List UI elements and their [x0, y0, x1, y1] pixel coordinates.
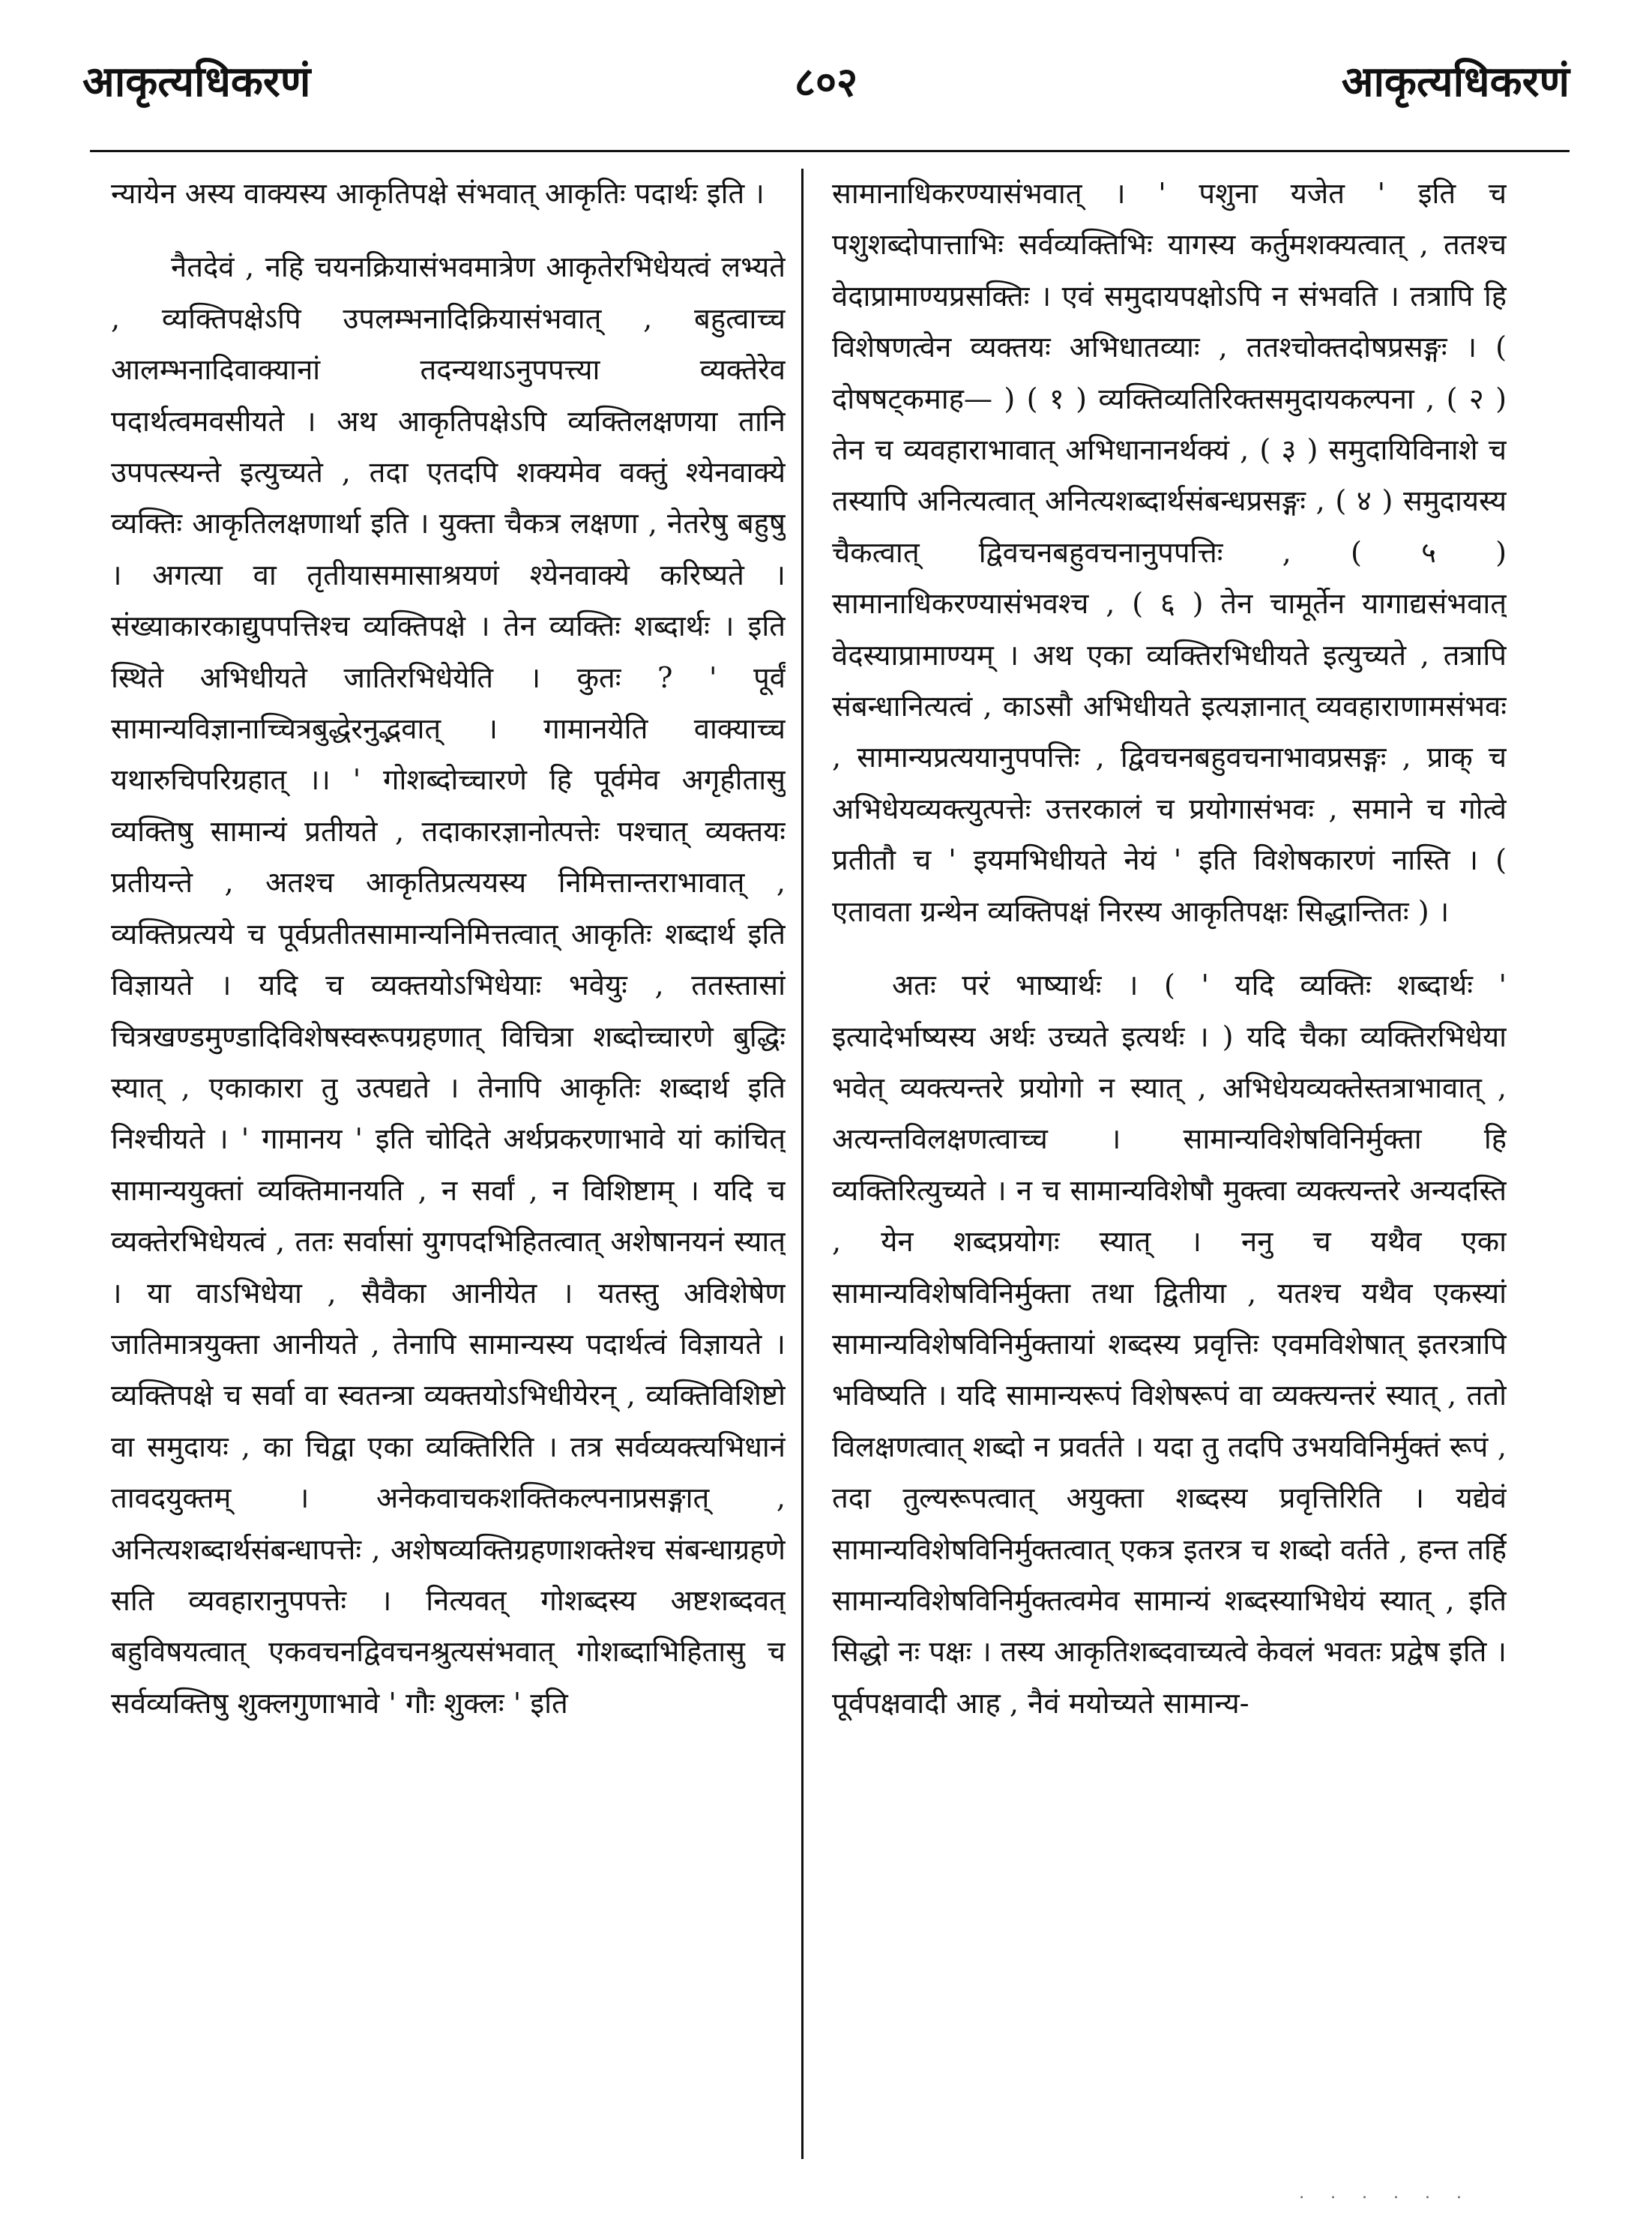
right-column	[832, 169, 1507, 2215]
running-header	[82, 52, 1570, 127]
print-specks: . . . . . .	[1299, 2184, 1472, 2203]
header-right-title: आकृत्यधिकरणं	[1341, 58, 1570, 106]
right-paragraph-1: सामानाधिकरण्यासंभवात् । ' पशुना यजेत ' इति च पशुशब्दोपात्ताभिः सर्वव्यक्तिभिः यागस्य कर्तुमशक्यत्वात् , ततश्च वेदाप्रामाण्यप्रसक्तिः । एवं समुदायपक्षोऽपि न संभवति । तत्रापि हि विशेषणत्वेन व्यक्तयः अभिधातव्याः , ततश्चोक्तदोषप्रसङ्गः । ( दोषषट्कमाह— ) ( १ ) व्यक्तिव्यतिरिक्तसमुदायकल्पना , ( २ ) तेन च व्यवहाराभावात् अभिधानानर्थक्यं , ( ३ ) समुदायिविनाशे च तस्यापि अनित्यत्वात् अनित्यशब्दार्थसंबन्धप्रसङ्गः , ( ४ ) समुदायस्य चैकत्वात् द्विवचनबहुवचनानुपपत्तिः , ( ५ ) सामानाधिकरण्यासंभवश्च , ( ६ ) तेन चामूर्तेन यागाद्यसंभवात् वेदस्याप्रामाण्यम् । अथ एका व्यक्तिरभिधीयते इत्युच्यते , तत्रापि संबन्धानित्यत्वं , काऽसौ अभिधीयते इत्यज्ञानात् व्यवहाराणामसंभवः , सामान्यप्रत्ययानुपपत्तिः , द्विवचनबहुवचनाभावप्रसङ्गः , प्राक् च अभिधेयव्यक्त्युत्पत्तेः उत्तरकालं च प्रयोगासंभवः , समाने च गोत्वे प्रतीतौ च ' इयमभिधीयते नेयं ' इति विशेषकारणं नास्ति । ( एतावता ग्रन्थेन व्यक्तिपक्षं निरस्य आकृतिपक्षः सिद्धान्तितः ) ।	[832, 178, 1507, 929]
page-number: ८०२	[794, 58, 858, 106]
column-divider	[801, 169, 804, 2159]
left-paragraph-1: न्यायेन अस्य वाक्यस्य आकृतिपक्षे संभवात् आकृतिः पदार्थः इति ।	[111, 178, 765, 211]
header-rule	[90, 150, 1570, 152]
left-paragraph-2: नैतदेवं , नहि चयनक्रियासंभवमात्रेण आकृतेरभिधेयत्वं लभ्यते , व्यक्तिपक्षेऽपि उपलम्भनादिक्रियासंभवात् , बहुत्वाच्च आलम्भनादिवाक्यानां तदन्यथाऽनुपपत्त्या व्यक्तेरेव पदार्थत्वमवसीयते । अथ आकृतिपक्षेऽपि व्यक्तिलक्षणया तानि उपपत्स्यन्ते इत्युच्यते , तदा एतदपि शक्यमेव वक्तुं श्येनवाक्ये व्यक्तिः आकृतिलक्षणार्था इति । युक्ता चैकत्र लक्षणा , नेतरेषु बहुषु । अगत्या वा तृतीयासमासाश्रयणं श्येनवाक्ये करिष्यते । संख्याकारकाद्युपपत्तिश्च व्यक्तिपक्षे । तेन व्यक्तिः शब्दार्थः । इति स्थिते अभिधीयते जातिरभिधेयेति । कुतः ? ' पूर्वं सामान्यविज्ञानाच्चित्रबुद्धेरनुद्भवात् । गामानयेति वाक्याच्च यथारुचिपरिग्रहात् ।। ' गोशब्दोच्चारणे हि पूर्वमेव अगृहीतासु व्यक्तिषु सामान्यं प्रतीयते , तदाकारज्ञानोत्पत्तेः पश्चात् व्यक्तयः प्रतीयन्ते , अतश्च आकृतिप्रत्ययस्य निमित्तान्तराभावात् , व्यक्तिप्रत्यये च पूर्वप्रतीतसामान्यनिमित्तत्वात् आकृतिः शब्दार्थ इति विज्ञायते । यदि च व्यक्तयोऽभिधेयाः भवेयुः , ततस्तासां चित्रखण्डमुण्डादिविशेषस्वरूपग्रहणात् विचित्रा शब्दोच्चारणे बुद्धिः स्यात् , एकाकारा तु उत्पद्यते । तेनापि आकृतिः शब्दार्थ इति निश्चीयते । ' गामानय ' इति चोदिते अर्थप्रकरणाभावे यां कांचित् सामान्ययुक्तां व्यक्तिमानयति , न सर्वां , न विशिष्टाम् । यदि च व्यक्तेरभिधेयत्वं , ततः सर्वासां युगपदभिहितत्वात् अशेषानयनं स्यात् । या वाऽभिधेया , सैवैका आनीयेत । यतस्तु अविशेषेण जातिमात्रयुक्ता आनीयते , तेनापि सामान्यस्य पदार्थत्वं विज्ञायते । व्यक्तिपक्षे च सर्वा वा स्वतन्त्रा व्यक्तयोऽभिधीयेरन् , व्यक्तिविशिष्टो वा समुदायः , का चिद्वा एका व्यक्तिरिति । तत्र सर्वव्यक्त्यभिधानं तावदयुक्तम् । अनेकवाचकशक्तिकल्पनाप्रसङ्गात् , अनित्यशब्दार्थसंबन्धापत्तेः , अशेषव्यक्तिग्रहणाशक्तेश्च संबन्धाग्रहणे सति व्यवहारानुपपत्तेः । नित्यवत् गोशब्दस्य अष्टशब्दवत् बहुविषयत्वात् एकवचनद्विवचनश्रुत्यसंभवात् गोशब्दाभिहितासु च सर्वव्यक्तिषु शुक्लगुणाभावे ' गौः शुक्लः ' इति	[111, 251, 786, 1720]
right-paragraph-2: अतः परं भाष्यार्थः । ( ' यदि व्यक्तिः शब्दार्थः ' इत्यादेर्भाष्यस्य अर्थः उच्यते इत्यर्थः । ) यदि चैका व्यक्तिरभिधेया भवेत् व्यक्त्यन्तरे प्रयोगो न स्यात् , अभिधेयव्यक्तेस्तत्राभावात् , अत्यन्तविलक्षणत्वाच्च । सामान्यविशेषविनिर्मुक्ता हि व्यक्तिरित्युच्यते । न च सामान्यविशेषौ मुक्त्वा व्यक्त्यन्तरे अन्यदस्ति , येन शब्दप्रयोगः स्यात् । ननु च यथैव एका सामान्यविशेषविनिर्मुक्ता तथा द्वितीया , यतश्च यथैव एकस्यां सामान्यविशेषविनिर्मुक्तायां शब्दस्य प्रवृत्तिः एवमविशेषात् इतरत्रापि भविष्यति । यदि सामान्यरूपं विशेषरूपं वा व्यक्त्यन्तरं स्यात् , ततो विलक्षणत्वात् शब्दो न प्रवर्तते । यदा तु तदपि उभयविनिर्मुक्तं रूपं , तदा तुल्यरूपत्वात् अयुक्ता शब्दस्य प्रवृत्तिरिति । यद्येवं सामान्यविशेषविनिर्मुक्तत्वात् एकत्र इतरत्र च शब्दो वर्तते , हन्त तर्हि सामान्यविशेषविनिर्मुक्तत्वमेव सामान्यं शब्दस्याभिधेयं स्यात् , इति सिद्धो नः पक्षः । तस्य आकृतिशब्दवाच्यत्वे केवलं भवतः प्रद्वेष इति । पूर्वपक्षवादी आह , नैवं मयोच्यते सामान्य-	[832, 969, 1507, 1720]
header-left-title: आकृत्यधिकरणं	[82, 58, 311, 106]
left-column	[111, 169, 786, 2215]
